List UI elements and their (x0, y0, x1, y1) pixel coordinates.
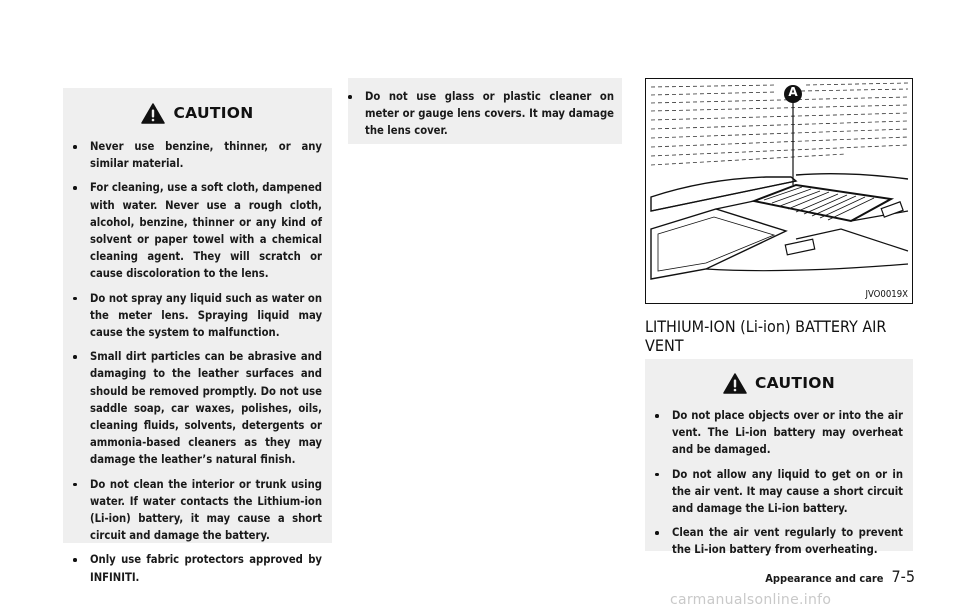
page-footer (765, 567, 915, 586)
warning-icon (141, 103, 165, 124)
battery-air-vent-illustration (645, 78, 913, 304)
air-vent-drawing (646, 79, 912, 303)
caution-header (73, 88, 322, 138)
caution-title: CAUTION (173, 104, 254, 122)
caution-item: Do not place objects over or into the air vent. The Li-ion battery may overheat and be damaged. (655, 407, 903, 459)
page-number: 7-5 (891, 567, 915, 586)
caution-item: Only use fabric protectors approved by INFINITI. (73, 551, 322, 585)
left-caution-box (63, 88, 332, 584)
caution-title: CAUTION (754, 374, 836, 392)
middle-caution-list (348, 88, 614, 140)
warning-icon (723, 373, 747, 394)
left-caution-list (73, 138, 322, 586)
footer-section-name: Appearance and care (765, 572, 884, 585)
caution-item: Small dirt particles can be abrasive and damaging to the leather surfaces and should be removed promptly. Do not use saddle soap, car waxes, polishes, oils, cleaning fluids, solvents, detergents or ammonia-based cleaners as they may damage the leather’s natural finish. (73, 348, 322, 468)
callout-label: A (788, 85, 798, 99)
watermark: carmanualsonline.info (670, 592, 832, 608)
right-caution-list (655, 407, 903, 559)
middle-caution-continuation (348, 88, 614, 140)
caution-item: Clean the air vent regularly to prevent the Li-ion battery from overheating. (655, 524, 903, 558)
figure-code: JVO0019X (865, 289, 908, 300)
caution-item: Do not allow any liquid to get on or in the air vent. It may cause a short circuit and damage the Li-ion battery. (655, 466, 903, 518)
caution-item: For cleaning, use a soft cloth, dampened with water. Never use a rough cloth, alcohol, benzine, thinner or any kind of solvent or paper towel with a chemical cleaning agent. They will scratch or cause discoloration to the lens. (73, 179, 322, 282)
caution-header (655, 359, 903, 407)
caution-item: Do not use glass or plastic cleaner on meter or gauge lens covers. It may damage the lens cover. (348, 88, 614, 140)
caution-item: Never use benzine, thinner, or any similar material. (73, 138, 322, 172)
caution-item: Do not clean the interior or trunk using water. If water contacts the Lithium-ion (Li-ion) battery, it may cause a short circuit and damage the battery. (73, 476, 322, 545)
section-title: LITHIUM-ION (Li-ion) BATTERY AIR VENT (645, 317, 887, 355)
caution-item: Do not spray any liquid such as water on the meter lens. Spraying liquid may cause the system to malfunction. (73, 290, 322, 342)
right-caution-box (645, 359, 913, 557)
